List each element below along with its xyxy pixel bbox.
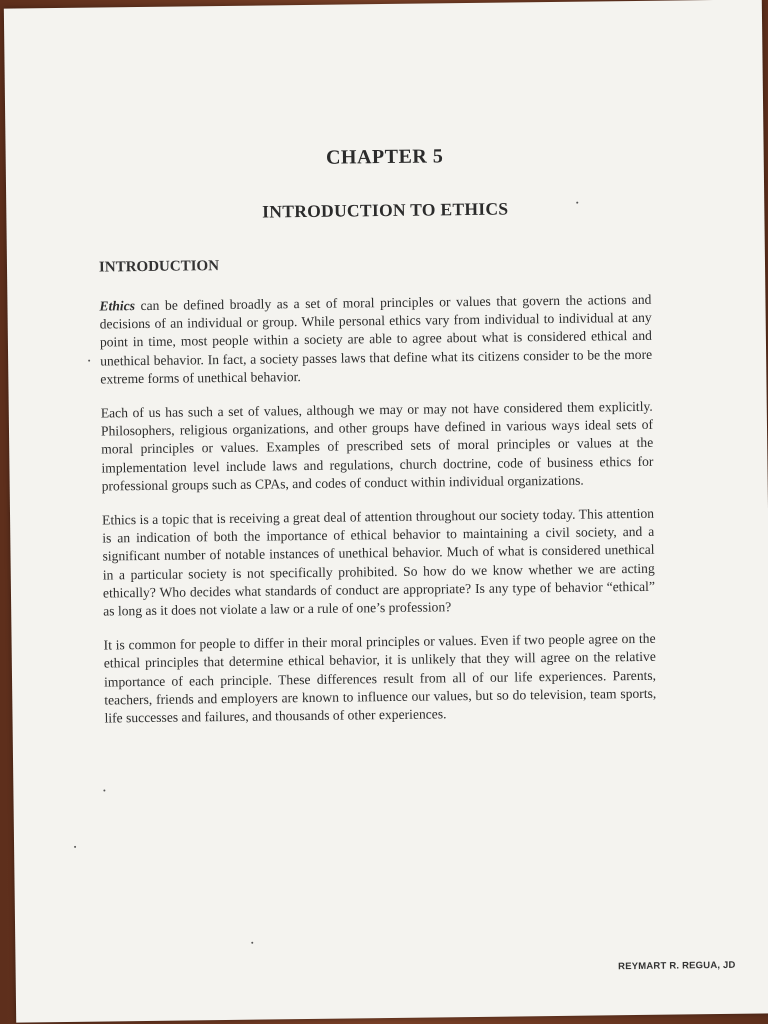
paragraph-1: [99, 291, 652, 389]
section-heading: INTRODUCTION: [98, 258, 220, 276]
paragraph-text: Each of us has such a set of values, although we may or may not have considered them explicitly. Philosophers, religious organizations, and other groups have defined in various ways ideal sets of moral principles or values. Examples of prescribed sets of moral principles or values at the implementation level include laws and regulations, church doctrine, code of business ethics for professional groups such as CPAs, and codes of conduct within individual organizations.: [100, 398, 654, 494]
paragraph-2: [101, 398, 654, 496]
author-signature: REYMART R. REGUA, JD: [618, 959, 736, 973]
chapter-title: CHAPTER 5: [325, 145, 444, 169]
paragraph-text: can be defined broadly as a set of moral principles or values that govern the actions and decisions of an individual or group. While personal ethics vary from individual to individual at any point in time, most people within a society are able to agree about what is considered ethical and unethical behavior. In fact, a society passes laws that define what its citizens consider to be the more extreme forms of unethical behavior.: [99, 291, 653, 387]
paper-speck: [88, 360, 90, 362]
chapter-subtitle: INTRODUCTION TO ETHICS: [262, 198, 509, 222]
paragraph-3: [102, 505, 655, 621]
paragraph-text: Ethics is a topic that is receiving a great deal of attention throughout our society today. This attention is an indication of both the importance of ethical behavior to maintaining a civil society, and a significant number of notable instances of unethical behavior. Much of what is considered unethical in a particular society is not specifically prohibited. So how do we know whether we are acting ethically? Who decides what standards of conduct are appropriate? Is any type of behavior “ethical” as long as it does not violate a law or a rule of one’s profession?: [101, 505, 656, 619]
document-body: [99, 291, 656, 744]
document-page: [4, 0, 768, 1023]
paper-speck: [74, 846, 76, 848]
paper-speck: [576, 202, 578, 204]
paragraph-4: [104, 630, 657, 728]
paragraph-lead-term: Ethics: [99, 298, 136, 314]
paragraph-text: It is common for people to differ in their moral principles or values. Even if two people agree on the ethical principles that determine ethical behavior, it is unlikely that they will agree on the relative importance of each principle. These differences result from all of our life experiences. Parents, teachers, friends and employers are known to influence our values, but so do television, team sports, life successes and failures, and thousands of other experiences.: [103, 631, 657, 726]
paper-speck: [103, 789, 105, 791]
paper-speck: [251, 942, 253, 944]
